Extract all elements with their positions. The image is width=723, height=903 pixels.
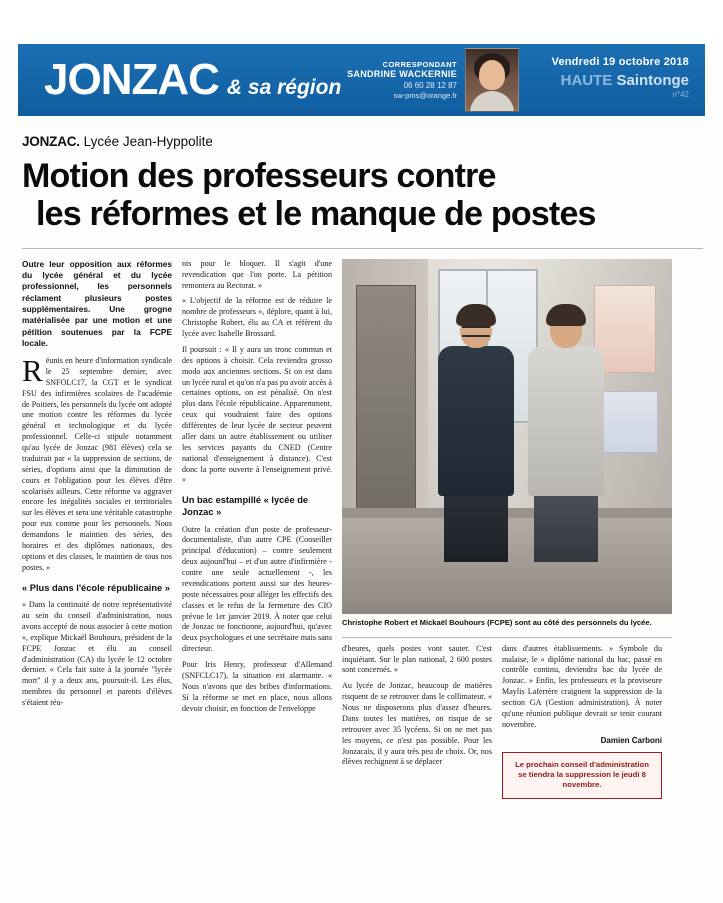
avatar-face xyxy=(479,60,505,90)
issue-date: Vendredi 19 octobre 2018 xyxy=(551,56,689,68)
paragraph: d'heures, quels postes vont sauter. C'est inquiétant. Sur le plan national, 2 600 postes sont concernés. » xyxy=(342,643,492,675)
person-head xyxy=(460,310,492,348)
avatar-body xyxy=(470,91,514,112)
person-torso xyxy=(528,346,604,496)
paragraph: Outre la création d'un poste de professeur-documentaliste, d'un autre CPE (Conseiller principal d'éducation) – contre seulement deux aujourd'hui – et d'un autre d'infirmière - contre une seule actuellement -, les revendications portent aussi sur des heures-poste nécessaires pour alléger les effectifs des classes et le refus de la fermeture des CIO prévue le 1er janvier 2019. À noter que celui de Jonzac ne fonctionne, aujourd'hui, qu'avec deux psychologues et une secrétaire mais sans directeur. xyxy=(182,524,332,654)
edition-title: Saintonge xyxy=(616,72,689,89)
correspondent-name: SANDRINE WACKERNIE xyxy=(347,69,457,80)
agenda-line-1: Le prochain conseil d'administration xyxy=(515,759,649,769)
column-1 xyxy=(22,259,172,799)
person-legs xyxy=(444,496,508,562)
masthead xyxy=(18,44,705,116)
person-hair xyxy=(456,304,496,326)
photo-caption: Christophe Robert et Mickaël Bouhours (FCPE) sont au côté des personnels du lycée. xyxy=(342,617,652,627)
headline-rule xyxy=(22,248,703,249)
photo-person-left xyxy=(438,310,514,562)
agenda-line-2: se tiendra la suppression le jeudi 8 novembre. xyxy=(518,770,646,790)
correspondent-email: sw-pms@orange.fr xyxy=(393,90,457,100)
article-photo xyxy=(342,259,672,614)
correspondent-phone: 06 60 28 12 87 xyxy=(403,80,457,90)
newspaper-page xyxy=(0,44,723,903)
lower-columns xyxy=(342,644,672,799)
masthead-date-block xyxy=(529,44,705,116)
paragraph-text: éunis en heure d'information syndicale le 25 septembre dernier, avec SNFOLC17, la CGT et le syndicat FSU des infirmières scolaires de l'académie de Poitiers, les personnels du lycée ont adopté une motion contre les réformes du lycée général et technologique et du lycée professionnel. Celle-ci stipule notamment qu'au lycée de Jonzac (981 élèves) cela se traduirait par « la suppression de sections, de séries, d'options ainsi que la diminution de cours et l'obligation pour les élèves d'être scolarisés ailleurs. Cette réforme va aggraver encore les inégalités sociales et territoriales sur les élèves et sera une véritable catastrophe pour eux comme pour les personnels. Nous demandons le maintien des séries, des horaires et des diplômes nationaux, des options et des classes, le maintien de tous nos postes. » xyxy=(22,356,172,572)
subheading-2: Un bac estampillé « lycée de Jonzac » xyxy=(182,495,309,517)
photo-rule xyxy=(342,637,672,638)
photo-and-lower-columns xyxy=(342,259,672,799)
headline-line-2: les réformes et le manque de postes xyxy=(36,195,596,234)
article-headline xyxy=(22,157,703,234)
article-kicker xyxy=(22,134,703,149)
paragraph: dans d'autres établissements. » Symbole du malaise, le « diplôme national du bac, passé en contrôle continu, deviendra bac du lycée de Jonzac. » Enfin, les professeurs et la proviseure Maylis Laferrère craignent la suppression de la section GA (Gestion administration). À noter qu'une réunion publique devrait se tenir courant novembre. xyxy=(502,643,662,729)
glasses-icon xyxy=(462,326,490,337)
column-2 xyxy=(182,259,332,799)
photo-image xyxy=(342,259,672,614)
paragraph xyxy=(22,353,172,574)
kicker-place: JONZAC. xyxy=(22,134,80,149)
person-torso xyxy=(438,346,514,496)
correspondent-label: CORRESPONDANT xyxy=(382,60,457,69)
masthead-title-sub: & sa région xyxy=(226,76,342,99)
person-hair xyxy=(546,304,586,326)
photo-person-right xyxy=(528,310,604,562)
paragraph: « Dans la continuité de notre représentativité au sein du conseil d'administration, nous avons accepté de nous associer à cette motion », explique Mickaël Bouhours, président de la FCPE Jonzac et élu au conseil d'administration (CA) du lycée le 12 octobre dernier. « Cela fait suite à la journée "lycée mort" il y a deux ans, poursuit-il. Les élus, membres du personnel et parents d'élèves s'étaient réu- xyxy=(22,600,172,708)
paragraph: Il poursuit : « Il y aura un tronc commun et des options à choisir. Cela reviendra grosso modo aux anciennes sections. Si on est dans un lycée rural et qu'on n'a pas pu avoir accès à certaines options, on est pénalisé. On n'est plus dans l'école républicaine. Apparemment, ceux qui voudraient faire des options différentes de leur lycée de secteur peuvent aller dans un autre établissement ou utiliser les services payants du CNED (Centre national d'enseignement à distance). C'est donc la porte ouverte à l'enseignement privé. » xyxy=(182,344,332,485)
kicker-rest: Lycée Jean-Hyppolite xyxy=(79,134,213,149)
article-body xyxy=(22,259,703,799)
person-head xyxy=(550,310,582,348)
edition-name xyxy=(539,72,689,89)
person-legs xyxy=(534,496,598,562)
column-4 xyxy=(502,644,662,799)
masthead-title-main: JONZAC xyxy=(44,55,219,104)
drop-cap: R xyxy=(22,353,43,389)
agenda-box xyxy=(502,752,662,799)
correspondent-text xyxy=(347,60,465,100)
edition-region: HAUTE xyxy=(560,72,613,89)
paragraph: nis pour le bloquer. Il s'agit d'une revendication que l'on porte. La pétition remontera au Rectorat. » xyxy=(182,258,332,290)
masthead-title xyxy=(18,44,341,116)
headline-line-1: Motion des professeurs contre xyxy=(22,157,496,195)
correspondent-block xyxy=(347,44,529,116)
paragraph: Pour Iris Henry, professeur d'Allemand (SNFCLC17), la situation est alarmante. « Nous n'avons que des bribes d'informations. Si la réforme se met en place, nous allons devoir choisir, en fonction de l'enveloppe xyxy=(182,660,332,713)
photo-door xyxy=(356,285,416,537)
column-3 xyxy=(342,644,492,799)
paragraph: « L'objectif de la réforme est de réduire le nombre de professeurs », déplore, quant à lui, Christophe Robert, élu au CA et référent du lycée avec Isabelle Brossard. xyxy=(182,296,332,339)
article-signature: Damien Carboni xyxy=(600,735,662,745)
standfirst: Outre leur opposition aux réformes du lycée général et du lycée professionnel, les personnels réclament plusieurs postes supplémentaires. Une grogne matérialisée par une motion et une pétition soutenues par la FCPE locale. xyxy=(22,258,172,348)
subheading-1: « Plus dans l'école républicaine » xyxy=(22,582,170,593)
correspondent-avatar xyxy=(465,48,519,112)
edition-number: n°42 xyxy=(672,90,689,99)
paragraph: Au lycée de Jonzac, beaucoup de matières risquent de se retrouver dans le collimateur. « Nous ne disposerons plus d'assez d'heures. Dans toutes les matières, on risque de se retrouver avec 35 lycéens. Si on ne met pas les moyens, ce n'est pas possible. Pour les Jonzacais, il y aura très peu de choix. Or, nos élèves rechignent à se déplacer xyxy=(342,681,492,767)
